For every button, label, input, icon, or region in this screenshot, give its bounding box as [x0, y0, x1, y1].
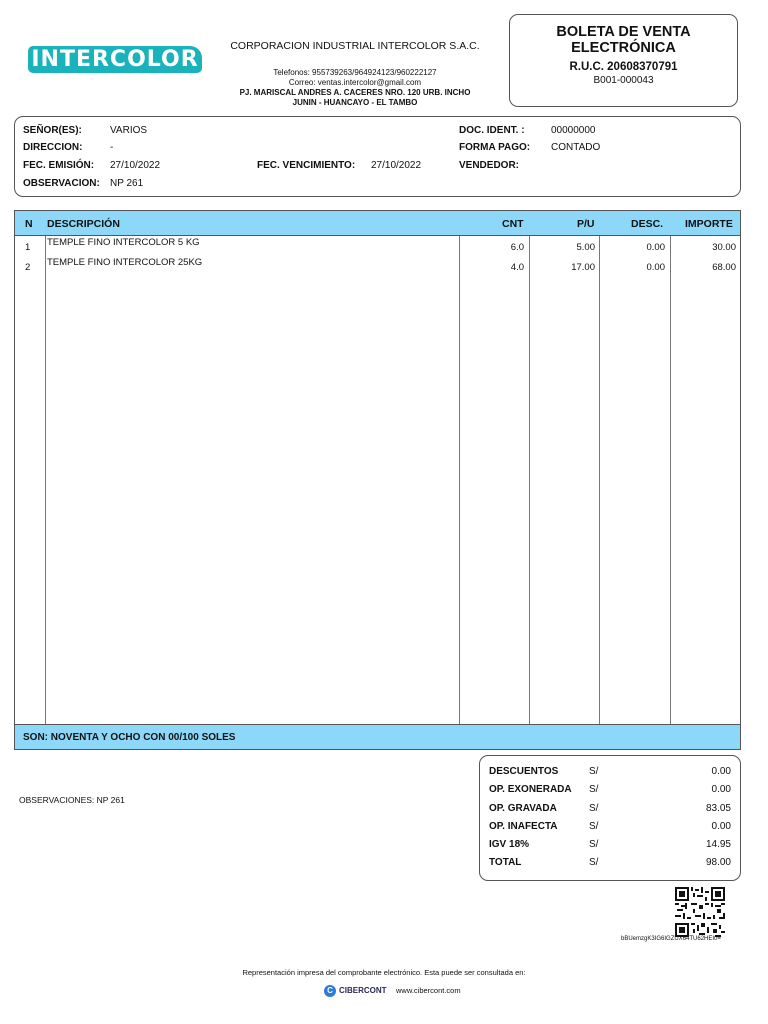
- total-value: 98.00: [705, 857, 731, 868]
- doc-ident-label: DOC. IDENT. :: [459, 125, 525, 136]
- total-row-exonerada: [480, 784, 740, 802]
- col-cnt: CNT: [502, 218, 524, 230]
- total-currency: S/: [589, 784, 599, 795]
- cibercont-brand: [324, 985, 387, 999]
- col-n: N: [25, 218, 33, 230]
- total-row-descuentos: [480, 766, 740, 784]
- row-2-desc: TEMPLE FINO INTERCOLOR 25KG: [47, 257, 203, 268]
- column-divider: [459, 236, 460, 724]
- total-currency: S/: [589, 857, 599, 868]
- company-logo: INTERCOLOR: [28, 46, 202, 73]
- vencimiento-value: 27/10/2022: [371, 160, 422, 171]
- forma-pago-value: CONTADO: [551, 142, 601, 153]
- column-divider: [529, 236, 530, 724]
- col-desc-discount: DESC.: [631, 218, 664, 230]
- total-value: 0.00: [711, 821, 731, 832]
- company-name: CORPORACION INDUSTRIAL INTERCOLOR S.A.C.: [230, 40, 480, 52]
- observacion-label: OBSERVACION:: [23, 178, 100, 189]
- vendedor-label: VENDEDOR:: [459, 160, 520, 171]
- document-box: [509, 14, 738, 107]
- document-number: B001-000043: [593, 75, 654, 86]
- cibercont-logo-icon: C: [324, 985, 336, 997]
- row-1-cnt: 6.0: [510, 242, 524, 253]
- row-1-desc: TEMPLE FINO INTERCOLOR 5 KG: [47, 237, 200, 248]
- total-currency: S/: [589, 803, 599, 814]
- company-phones: Telefonos: 955739263/964924123/960222127: [273, 68, 437, 77]
- total-value: 14.95: [705, 839, 731, 850]
- total-row-total: [480, 857, 740, 875]
- row-2-pu: 17.00: [571, 262, 595, 273]
- company-address-2: JUNIN - HUANCAYO - EL TAMBO: [292, 98, 418, 107]
- row-2-dsc: 0.00: [646, 262, 665, 273]
- row-2-n: 2: [25, 262, 31, 273]
- table-header: [15, 211, 740, 236]
- total-label: DESCUENTOS: [489, 766, 559, 777]
- footer-text: Representación impresa del comprobante electrónico. Esta puede ser consultada en:: [242, 968, 526, 977]
- row-1-dsc: 0.00: [646, 242, 665, 253]
- items-table: [14, 210, 741, 725]
- observacion-value: NP 261: [110, 178, 144, 189]
- company-email: Correo: ventas.intercolor@gmail.com: [288, 78, 422, 87]
- forma-pago-label: FORMA PAGO:: [459, 142, 531, 153]
- total-label: OP. GRAVADA: [489, 803, 557, 814]
- total-value: 0.00: [711, 766, 731, 777]
- total-value: 83.05: [705, 803, 731, 814]
- total-row-igv: [480, 839, 740, 857]
- col-importe: IMPORTE: [685, 218, 733, 230]
- direccion-label: DIRECCION:: [23, 142, 83, 153]
- total-currency: S/: [589, 766, 599, 777]
- document-type-2: ELECTRÓNICA: [571, 40, 676, 56]
- total-row-gravada: [480, 803, 740, 821]
- row-2-imp: 68.00: [712, 262, 736, 273]
- col-desc: DESCRIPCIÓN: [47, 218, 120, 230]
- amount-in-words: SON: NOVENTA Y OCHO CON 00/100 SOLES: [14, 724, 741, 750]
- total-value: 0.00: [711, 784, 731, 795]
- observaciones: OBSERVACIONES: NP 261: [19, 795, 125, 805]
- row-1-imp: 30.00: [712, 242, 736, 253]
- total-label: TOTAL: [489, 857, 522, 868]
- total-currency: S/: [589, 821, 599, 832]
- row-2-cnt: 4.0: [510, 262, 524, 273]
- total-row-inafecta: [480, 821, 740, 839]
- totals-box: [479, 755, 741, 881]
- senor-label: SEÑOR(ES):: [23, 125, 82, 136]
- total-label: OP. EXONERADA: [489, 784, 572, 795]
- company-address-1: PJ. MARISCAL ANDRES A. CACERES NRO. 120 URB. INCHO: [239, 88, 471, 97]
- column-divider: [45, 236, 46, 724]
- qr-code-icon: [675, 887, 725, 937]
- doc-ident-value: 00000000: [551, 125, 596, 136]
- col-pu: P/U: [577, 218, 595, 230]
- row-1-n: 1: [25, 242, 31, 253]
- total-currency: S/: [589, 839, 599, 850]
- total-label: IGV 18%: [489, 839, 530, 850]
- document-type-1: BOLETA DE VENTA: [556, 24, 691, 40]
- row-1-pu: 5.00: [576, 242, 595, 253]
- emision-label: FEC. EMISIÓN:: [23, 160, 95, 171]
- company-info: [210, 40, 500, 108]
- column-divider: [599, 236, 600, 724]
- website-link[interactable]: www.cibercont.com: [396, 986, 461, 995]
- direccion-value: -: [110, 142, 114, 153]
- column-divider: [670, 236, 671, 724]
- senor-value: VARIOS: [110, 125, 148, 136]
- total-label: OP. INAFECTA: [489, 821, 558, 832]
- document-ruc: R.U.C. 20608370791: [569, 61, 678, 73]
- emision-value: 27/10/2022: [110, 160, 161, 171]
- cibercont-name: CIBERCONT: [339, 986, 387, 996]
- digest-hash: bBUemzgK3IG6IGZUX64TU62HEI0=: [621, 936, 721, 942]
- client-box: [14, 116, 741, 197]
- vencimiento-label: FEC. VENCIMIENTO:: [257, 160, 356, 171]
